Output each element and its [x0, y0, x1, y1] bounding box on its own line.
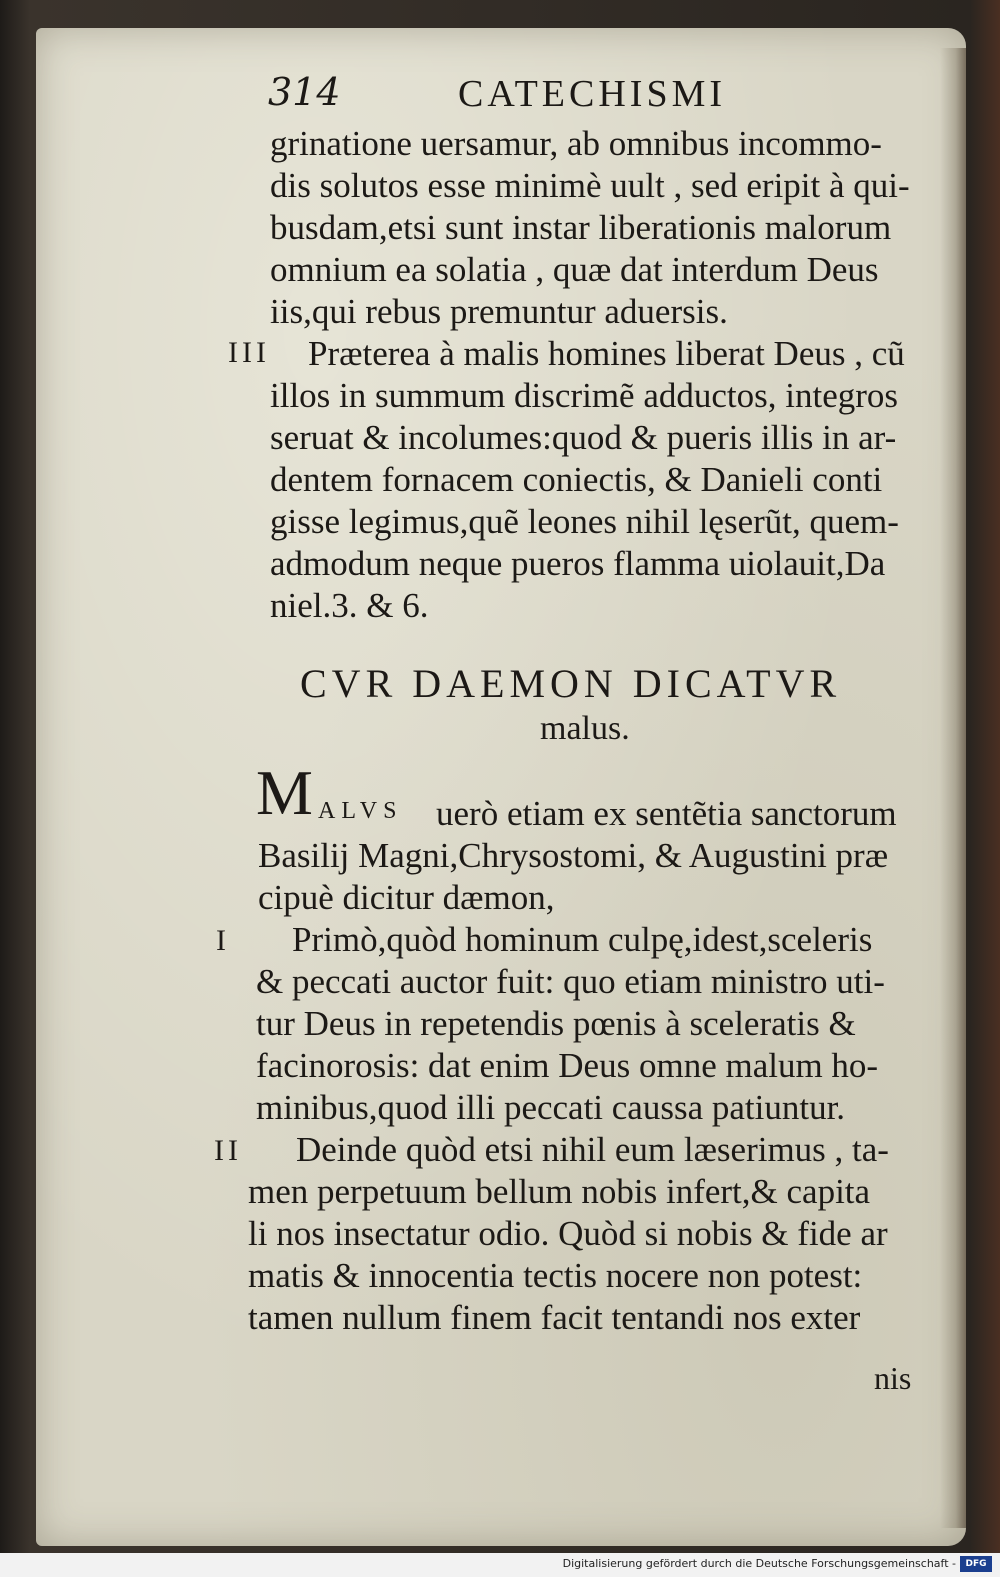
footer-bar [0, 1553, 1000, 1577]
text-line: gisse legimus,quẽ leones nihil lęserũt, quem- [270, 502, 899, 541]
text-line: men perpetuum bellum nobis infert,& capita [248, 1172, 871, 1211]
text-line: dis solutos esse minimè uult , sed eripit à qui- [270, 166, 910, 205]
running-title: CATECHISMI [458, 73, 727, 115]
text-line: Basilij Magni,Chrysostomi, & Augustini præ [258, 836, 889, 875]
text-line: tamen nullum finem facit tentandi nos exter [248, 1298, 861, 1337]
footer-credit: Digitalisierung gefördert durch die Deutsche Forschungsgemeinschaft - [562, 1557, 956, 1570]
text-line: illos in summum discrimẽ adductos, integros [270, 376, 899, 415]
dfg-logo-icon: DFG [960, 1556, 992, 1572]
text-line: niel.3. & 6. [270, 586, 429, 625]
section-subheading: malus. [540, 710, 630, 747]
margin-numeral: III [228, 336, 270, 369]
text-line: iis,qui rebus premuntur aduersis. [270, 292, 728, 331]
text-line: li nos insectatur odio. Quòd si nobis & fide ar [248, 1214, 888, 1253]
text-line: Deinde quòd etsi nihil eum læserimus , ta- [296, 1130, 889, 1169]
margin-numeral: II [214, 1134, 242, 1167]
initial-smallcaps: ALVS [318, 798, 403, 824]
catchword: nis [874, 1360, 912, 1396]
page-header [268, 68, 788, 124]
text-line: omnium ea solatia , quæ dat interdum Deus [270, 250, 879, 289]
margin-numeral: I [216, 924, 230, 957]
drop-initial: M [256, 757, 313, 828]
text-line: busdam,etsi sunt instar liberationis malorum [270, 208, 892, 247]
page-number: 314 [268, 70, 341, 114]
text-line: facinorosis: dat enim Deus omne malum ho- [256, 1046, 879, 1085]
text-line: admodum neque pueros flamma uiolauit,Da [270, 544, 886, 583]
text-line: matis & innocentia tectis nocere non potest: [248, 1256, 863, 1295]
text-line: seruat & incolumes:quod & pueris illis in ar- [270, 418, 897, 457]
text-line: & peccati auctor fuit: quo etiam ministro uti- [256, 962, 885, 1001]
text-line: grinatione uersamur, ab omnibus incommo- [270, 124, 882, 163]
text-line: cipuè dicitur dæmon, [258, 878, 555, 917]
section-heading: CVR DAEMON DICATVR [300, 661, 842, 706]
text-line: minibus,quod illi peccati caussa patiuntur. [256, 1088, 846, 1127]
text-line: tur Deus in repetendis pœnis à sceleratis & [256, 1004, 856, 1043]
text-line: Præterea à malis homines liberat Deus , cũ [308, 334, 905, 373]
text-line: Primò,quòd hominum culpę,idest,sceleris [292, 920, 873, 959]
text-line: dentem fornacem coniectis, & Danieli conti [270, 460, 883, 499]
text-line: uerò etiam ex sentẽtia sanctorum [436, 794, 897, 833]
page-edge-shadow [940, 48, 966, 1528]
